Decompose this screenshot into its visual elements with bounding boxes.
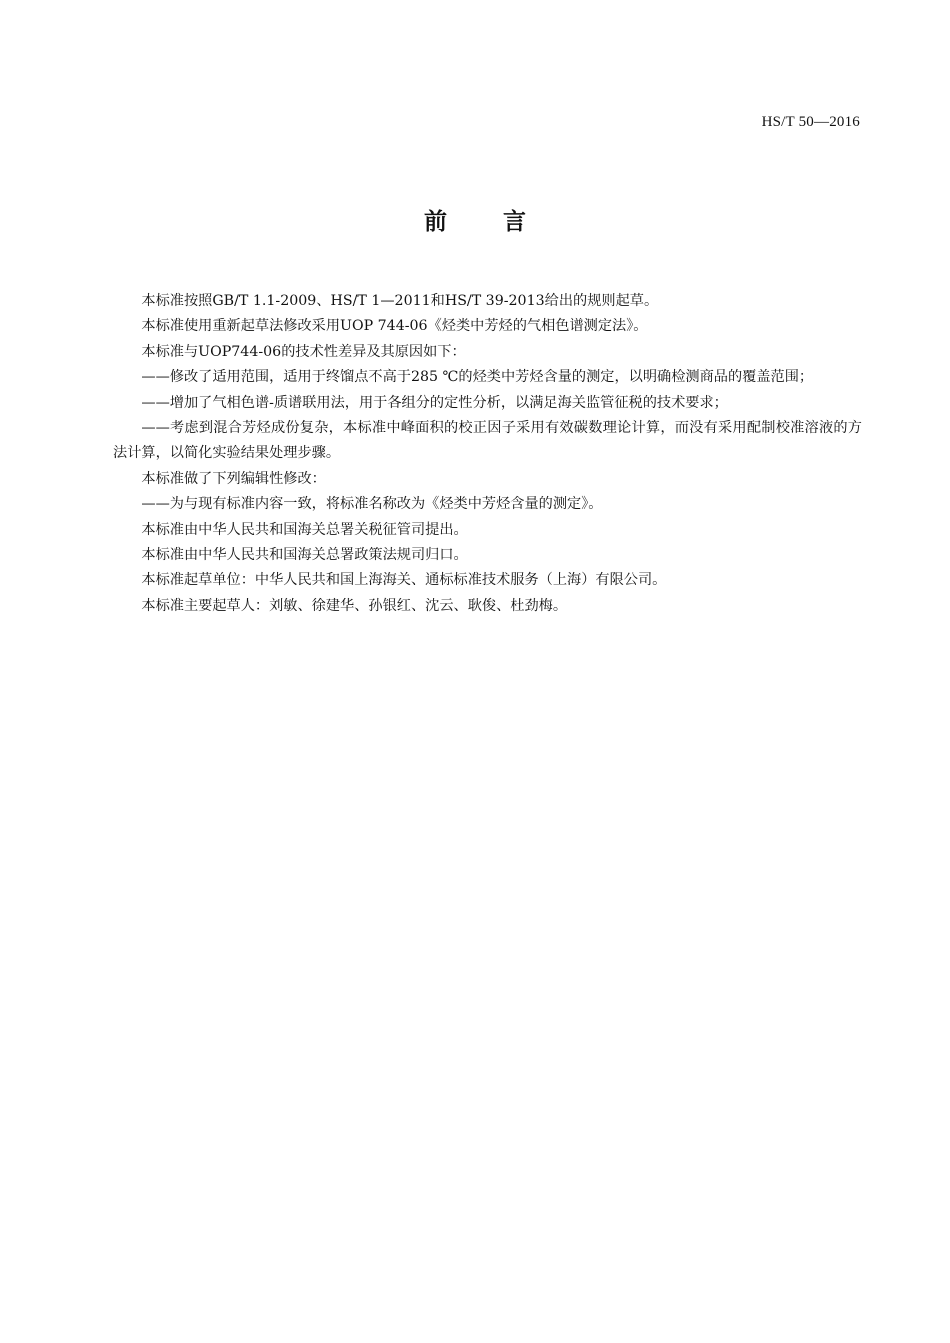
- paragraph-editorial-title: ——为与现有标准内容一致，将标准名称改为《烃类中芳烃含量的测定》。: [141, 496, 603, 513]
- paragraph-proposed-by: 本标准由中华人民共和国海关总署关税征管司提出。: [141, 521, 468, 538]
- paragraph-drafters: 本标准主要起草人：刘敏、徐建华、孙银红、沈云、耿俊、杜劲梅。: [141, 597, 568, 614]
- standard-number: HS/T 50—2016: [761, 114, 860, 130]
- paragraph-difference-scope: ——修改了适用范围，适用于终馏点不高于285 ℃的烃类中芳烃含量的测定，以明确检测商品的覆盖范围；: [141, 369, 814, 386]
- paragraph-drafting-rules: 本标准按照GB/T 1.1-2009、HS/T 1—2011和HS/T 39-2013给出的规则起草。: [141, 293, 659, 309]
- title-char-2: 言: [503, 209, 526, 235]
- paragraph-centralized-by: 本标准由中华人民共和国海关总署政策法规司归口。: [141, 547, 468, 564]
- title-char-1: 前: [424, 209, 447, 235]
- paragraph-difference-correction: ——考虑到混合芳烃成份复杂，本标准中峰面积的校正因子采用有效碳数理论计算，而没有采用配制校准溶液的方法计算，以简化实验结果处理步骤。: [113, 420, 862, 462]
- foreword-body: [113, 289, 862, 619]
- paragraph-adoption: 本标准使用重新起草法修改采用UOP 744-06《烃类中芳烃的气相色谱测定法》。: [141, 318, 648, 335]
- page-title: [0, 203, 950, 236]
- paragraph-drafting-units: 本标准起草单位：中华人民共和国上海海关、通标标准技术服务（上海）有限公司。: [141, 572, 667, 589]
- paragraph-difference-gcms: ——增加了气相色谱-质谱联用法，用于各组分的定性分析，以满足海关监管征税的技术要求；: [141, 394, 728, 411]
- paragraph-differences-intro: 本标准与UOP744-06的技术性差异及其原因如下：: [141, 343, 466, 360]
- paragraph-editorial-intro: 本标准做了下列编辑性修改：: [141, 470, 326, 487]
